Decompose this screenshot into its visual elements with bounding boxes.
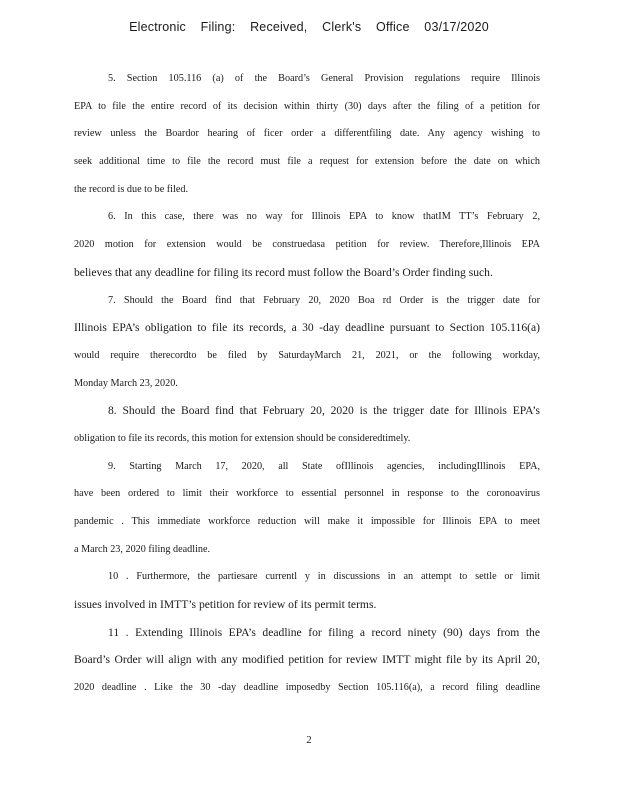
paragraph-10 (74, 567, 540, 622)
text-line: review unless the Boardor hearing of ficer order a differentfiling date. Any agency wishing to (74, 128, 540, 140)
paragraph-9 (74, 457, 540, 568)
text-line: Board’s Order will align with any modified petition for review IMTT might file by its April 20, (74, 653, 540, 667)
text-line: obligation to file its records, this motion for extension should be consideredtimely. (74, 432, 411, 444)
paragraph-8 (74, 401, 540, 456)
text-line: EPA to file the entire record of its decision within thirty (30) days after the filing of a petition for (74, 100, 540, 112)
text-line: seek additional time to file the record must file a request for extension before the date on which (74, 156, 540, 168)
paragraph-5 (74, 69, 540, 207)
paragraph-6 (74, 207, 540, 290)
paragraph-7 (74, 291, 540, 402)
text-line: Monday March 23, 2020. (74, 377, 178, 389)
text-line: believes that any deadline for filing its record must follow the Board’s Order finding such. (74, 265, 493, 279)
text-line: 9. Starting March 17, 2020, all State ofIllinois agencies, includingIllinois EPA, (108, 460, 540, 472)
text-line: 7. Should the Board find that February 20, 2020 Boa rd Order is the trigger date for (108, 294, 540, 306)
text-line: pandemic . This immediate workforce reduction will make it impossible for Illinois EPA to meet (74, 516, 540, 527)
document-body (74, 69, 540, 706)
text-line: 6. In this case, there was no way for Illinois EPA to know thatIM TT’s February 2, (108, 211, 540, 223)
page-number: 2 (306, 735, 312, 746)
filing-stamp-header: Electronic Filing: Received, Clerk's Office 03/17/2020 (129, 20, 489, 34)
text-line: 11 . Extending Illinois EPA’s deadline for filing a record ninety (90) days from the (108, 625, 540, 639)
text-line: the record is due to be filed. (74, 183, 189, 195)
text-line: a March 23, 2020 filing deadline. (74, 543, 211, 555)
text-line: issues involved in IMTT’s petition for review of its permit terms. (74, 598, 377, 612)
text-line: Illinois EPA’s obligation to file its records, a 30 -day deadline pursuant to Section 105.116(a) (74, 321, 540, 335)
text-line: 8. Should the Board find that February 20, 2020 is the trigger date for Illinois EPA’s (108, 404, 540, 418)
text-line: 5. Section 105.116 (a) of the Board’s General Provision regulations require Illinois (108, 73, 540, 84)
text-line: 2020 motion for extension would be construedasa petition for review. Therefore,Illinois EPA (74, 239, 540, 251)
text-line: 10 . Furthermore, the partiesare currentl y in discussions in an attempt to settle or limit (108, 571, 540, 583)
text-line: would require therecordto be filed by SaturdayMarch 21, 2021, or the following workday, (74, 349, 540, 361)
text-line: 2020 deadline . Like the 30 -day deadline imposedby Section 105.116(a), a record filing deadline (74, 682, 540, 694)
paragraph-11 (74, 623, 540, 706)
text-line: have been ordered to limit their workforce to essential personnel in response to the coronoavirus (74, 488, 540, 500)
